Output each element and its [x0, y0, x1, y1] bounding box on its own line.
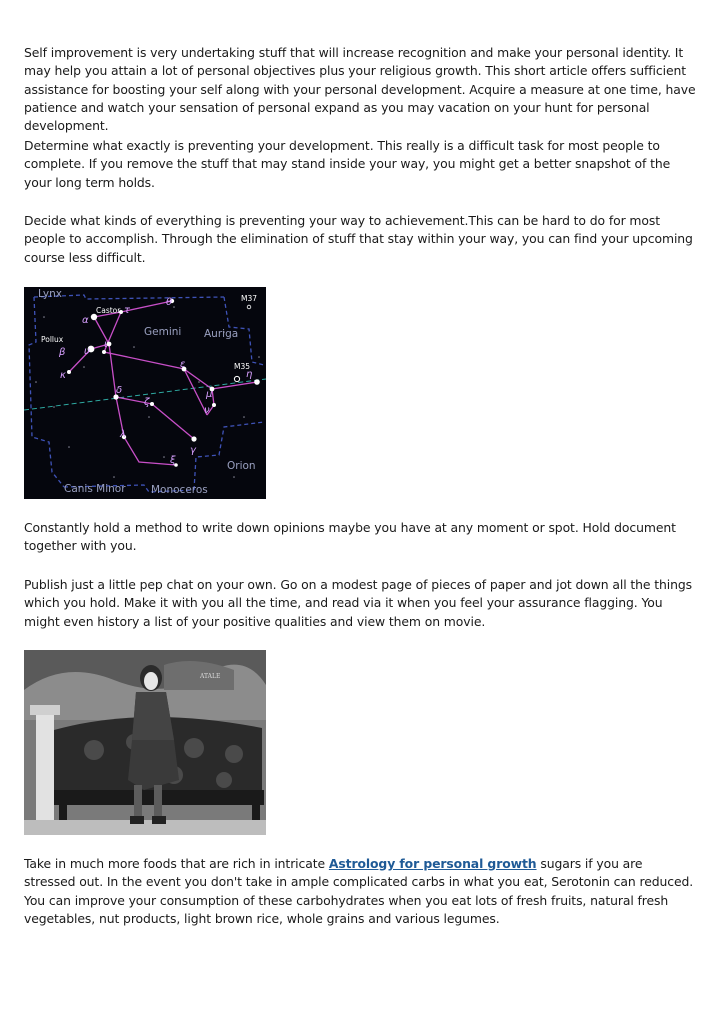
astrology-link[interactable]: Astrology for personal growth: [328, 856, 537, 871]
greek-iota: ι: [104, 339, 108, 350]
greek-nu: ν: [204, 405, 210, 416]
paragraph-write-down: Constantly hold a method to write down opinions maybe you have at any moment or spot. Hold document together with you.: [24, 520, 676, 554]
label-monoceros: Monoceros: [151, 484, 208, 496]
greek-tau: τ: [124, 305, 131, 316]
greek-alpha: α: [82, 315, 89, 326]
label-castor: Castor: [96, 306, 121, 315]
label-canis-minor: Canis Minor: [64, 483, 126, 495]
greek-epsilon: ε: [180, 359, 186, 370]
paragraph-intro: Self improvement is very undertaking stuff that will increase recognition and make your personal identity. It may help you attain a lot of personal objectives plus your religious growth. This short article offers sufficient assistance for boosting your self along with your personal development. Acquire a measure at one time, have patience and watch your sensation of personal expand as you may vacation on your hunt for personal development.: [24, 45, 696, 134]
wall-sign-text: ATALE: [200, 673, 221, 680]
gemini-star-chart-image: [24, 287, 266, 499]
greek-xi: ξ: [170, 455, 176, 466]
greek-beta: β: [59, 347, 66, 358]
greek-delta: δ: [116, 385, 123, 396]
label-gemini: Gemini: [144, 326, 182, 338]
greek-mu: μ: [206, 389, 213, 400]
greek-gamma: γ: [190, 445, 196, 456]
paragraph-foods-before: Take in much more foods that are rich in intricate: [24, 856, 329, 871]
greek-upsilon: υ: [84, 346, 90, 357]
greek-zeta: ζ: [144, 397, 150, 408]
paragraph-foods-after: sugars if you are stressed out. In the event you don't take in ample complicated carbs in what you eat, Serotonin can reduced. You can improve your consumption of these carbohydrates when you eat lots of fresh fruits, natural fresh vegetables, nut products, light brown rice, whole grains and various legumes.: [24, 856, 694, 926]
paragraph-determine: Determine what exactly is preventing your development. This really is a difficult task for most people to complete. If you remove the stuff that may stand inside your way, you might get a better snapshot of the your long term holds.: [24, 138, 671, 190]
label-m35: M35: [234, 362, 251, 371]
woman-on-sofa-photo: [24, 650, 266, 835]
greek-kappa: κ: [60, 370, 66, 381]
paragraph-pep-talk: Publish just a little pep chat on your own. Go on a modest page of pieces of paper and jot down all the things which you hold. Make it with you all the time, and read via it when you feel your assurance flagging. You might even history a list of your positive qualities and view them on movie.: [24, 577, 693, 629]
greek-lambda: λ: [120, 429, 126, 440]
label-orion: Orion: [227, 460, 256, 472]
paragraph-foods: [24, 855, 696, 928]
label-m37: M37: [241, 294, 258, 303]
label-lynx: Lynx: [38, 288, 62, 300]
label-auriga: Auriga: [204, 328, 239, 340]
greek-eta: η: [246, 369, 253, 380]
paragraph-decide: Decide what kinds of everything is preventing your way to achievement.This can be hard to do for most people to accomplish. Through the elimination of stuff that stay within your way, you can find your upcoming course less difficult.: [24, 213, 693, 265]
greek-theta: θ: [166, 297, 173, 308]
label-pollux: Pollux: [41, 335, 64, 344]
